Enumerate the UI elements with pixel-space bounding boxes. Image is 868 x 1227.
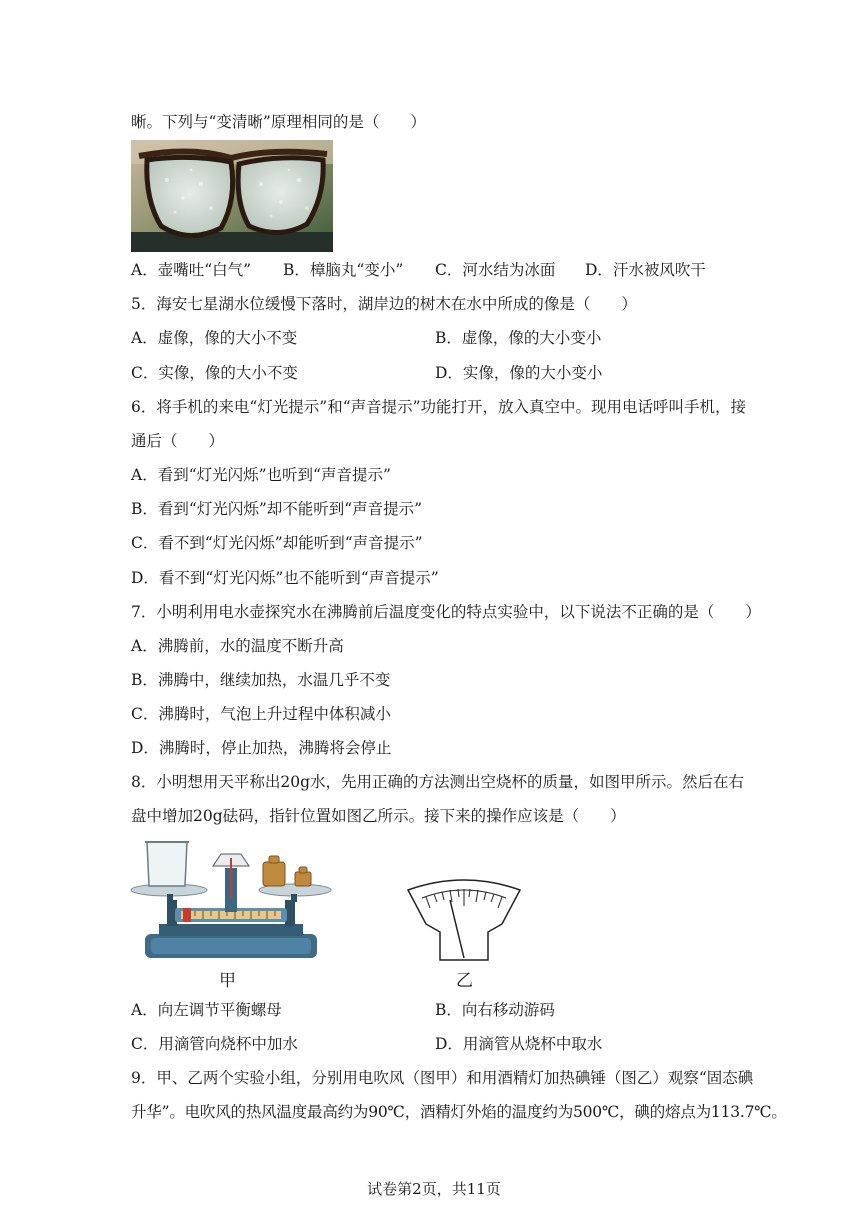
q4-option-a: A．壶嘴吐“白气” [131, 261, 252, 279]
q4-stem-tail: 晰。下列与“变清晰”原理相同的是（ ） [131, 113, 426, 131]
q4-option-d: D．汗水被风吹干 [585, 261, 706, 279]
q9-stem-line1: 9．甲、乙两个实验小组，分别用电吹风（图甲）和用酒精灯加热碘锤（图乙）观察“固态碘 [131, 1069, 754, 1087]
q4-option-c: C．河水结为冰面 [435, 261, 556, 279]
q8-option-d: D．用滴管从烧杯中取水 [435, 1035, 603, 1053]
q5-option-a: A．虚像，像的大小不变 [131, 329, 298, 347]
q8-option-a: A．向左调节平衡螺母 [131, 1001, 282, 1019]
q7-option-a: A．沸腾前，水的温度不断升高 [131, 637, 344, 655]
q4-option-b: B．樟脑丸“变小” [283, 261, 404, 279]
q6-option-d: D．看不到“灯光闪烁”也不能听到“声音提示” [131, 569, 439, 587]
balance-scale-figure [129, 838, 333, 962]
pointer-scale-figure [402, 872, 526, 962]
q6-option-c: C．看不到“灯光闪烁”却能听到“声音提示” [131, 534, 423, 552]
q7-option-c: C．沸腾时，气泡上升过程中体积减小 [131, 705, 391, 723]
q7-option-d: D．沸腾时，停止加热，沸腾将会停止 [131, 739, 392, 757]
figure-yi-caption: 乙 [456, 971, 473, 991]
q7-stem: 7．小明利用电水壶探究水在沸腾前后温度变化的特点实验中，以下说法不正确的是（ ） [131, 603, 761, 621]
foggy-glasses-photo [131, 140, 333, 252]
q5-option-d: D．实像，像的大小变小 [435, 364, 603, 382]
q5-option-b: B．虚像，像的大小变小 [435, 329, 602, 347]
q6-option-a: A．看到“灯光闪烁”也听到“声音提示” [131, 466, 391, 484]
q6-stem-line2: 通后（ ） [131, 432, 225, 450]
q8-option-c: C．用滴管向烧杯中加水 [131, 1035, 298, 1053]
figure-jia-caption: 甲 [219, 971, 236, 991]
q6-option-b: B．看到“灯光闪烁”却不能听到“声音提示” [131, 500, 423, 518]
q8-stem-line1: 8．小明想用天平称出20g水，先用正确的方法测出空烧杯的质量，如图甲所示。然后在右 [131, 773, 745, 791]
q5-option-c: C．实像，像的大小不变 [131, 364, 298, 382]
q6-stem-line1: 6．将手机的来电“灯光提示”和“声音提示”功能打开，放入真空中。现用电话呼叫手机，接 [131, 398, 747, 416]
q5-stem: 5．海安七星湖水位缓慢下落时，湖岸边的树木在水中所成的像是（ ） [131, 295, 637, 313]
q8-option-b: B．向右移动游码 [435, 1001, 555, 1019]
page-footer: 试卷第2页，共11页 [367, 1180, 501, 1198]
q7-option-b: B．沸腾中，继续加热，水温几乎不变 [131, 671, 391, 689]
q8-stem-line2: 盘中增加20g砝码，指针位置如图乙所示。接下来的操作应该是（ ） [131, 807, 626, 825]
q9-stem-line2: 升华”。电吹风的热风温度最高约为90℃，酒精灯外焰的温度约为500℃，碘的熔点为113.7℃。 [131, 1103, 787, 1121]
